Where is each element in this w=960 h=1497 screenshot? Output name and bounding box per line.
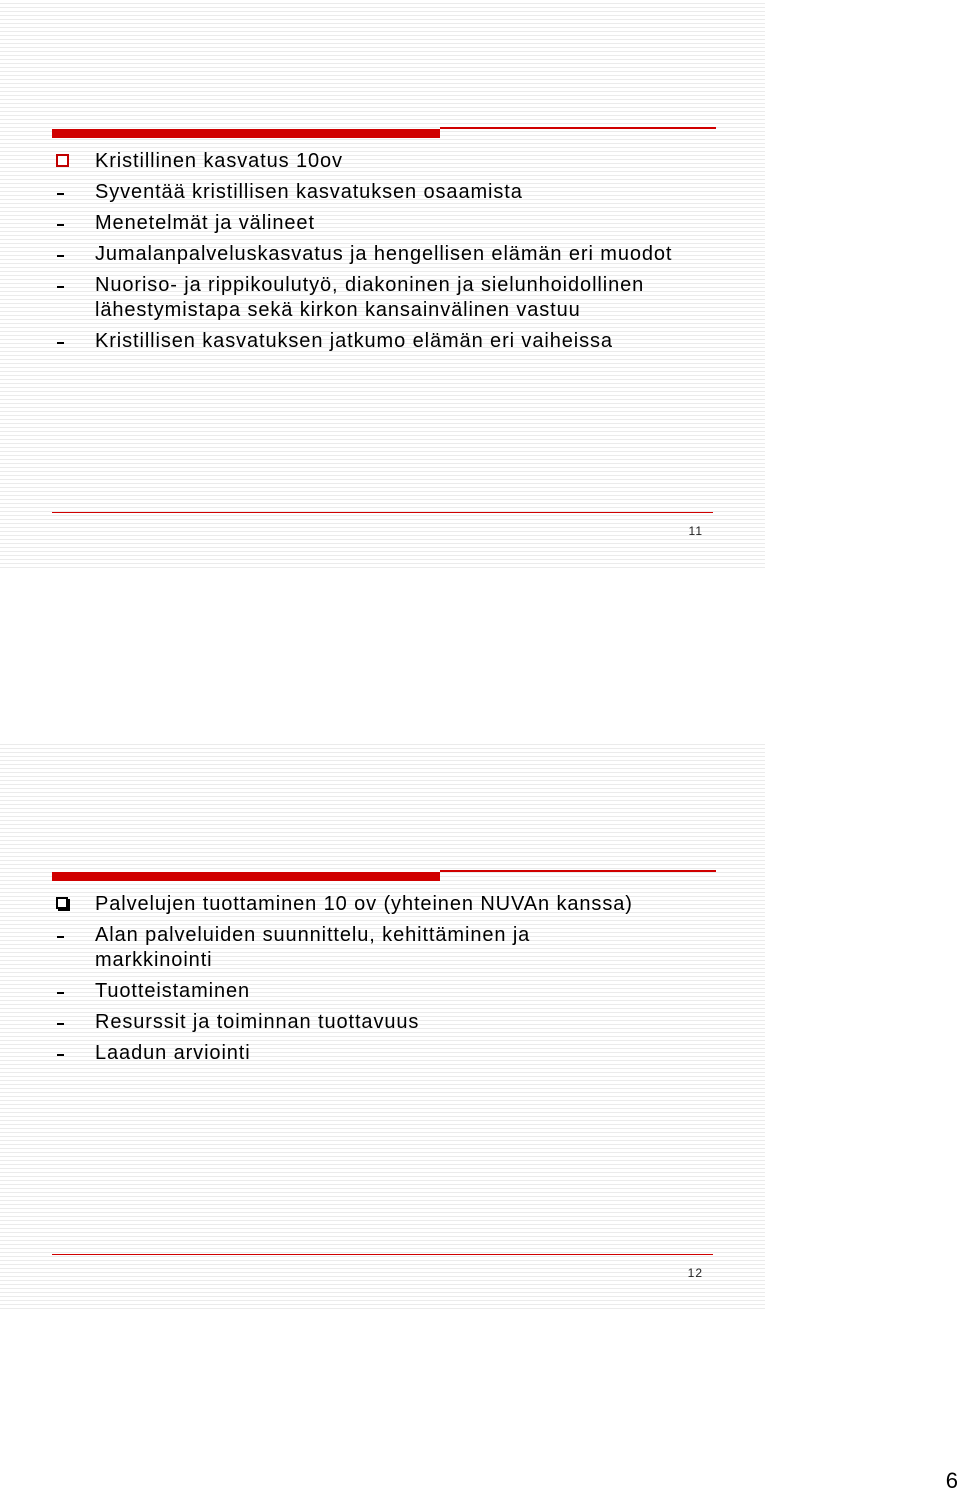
list-item bbox=[54, 149, 734, 174]
list-item bbox=[54, 273, 734, 323]
slide-footer-line bbox=[52, 512, 713, 513]
page-number: 11 bbox=[688, 524, 703, 538]
dash-icon bbox=[54, 923, 95, 948]
dash-icon bbox=[54, 1010, 95, 1035]
list-item bbox=[54, 923, 734, 973]
list-item bbox=[54, 211, 734, 236]
sheet-page-number: 6 bbox=[945, 1468, 958, 1493]
list-item-text: Resurssit ja toiminnan tuottavuus bbox=[95, 1011, 420, 1033]
slide-content bbox=[54, 892, 734, 1072]
list-item-text: Syventää kristillisen kasvatuksen osaamista bbox=[95, 181, 523, 203]
list-item bbox=[54, 242, 734, 267]
list-item bbox=[54, 892, 734, 917]
list-item-text: Menetelmät ja välineet bbox=[95, 212, 315, 234]
list-item-text: Alan palveluiden suunnittelu, kehittäminen ja markkinointi bbox=[95, 924, 531, 971]
list-item-text: Nuoriso- ja rippikoulutyö, diakoninen ja sielunhoidollinen lähestymistapa sekä kirkon kansainvälinen vastuu bbox=[95, 274, 645, 321]
checkbox-icon bbox=[54, 149, 95, 174]
dash-icon bbox=[54, 1041, 95, 1066]
dash-icon bbox=[54, 242, 95, 267]
list-item bbox=[54, 180, 734, 205]
slide-content bbox=[54, 149, 734, 360]
list-item bbox=[54, 1041, 734, 1066]
list-item bbox=[54, 1010, 734, 1035]
slide-11 bbox=[0, 0, 765, 571]
list-item-text: Kristillisen kasvatuksen jatkumo elämän eri vaiheissa bbox=[95, 330, 613, 352]
dash-icon bbox=[54, 329, 95, 354]
slide-footer-line bbox=[52, 1254, 713, 1255]
dash-icon bbox=[54, 273, 95, 298]
list-item-text: Tuotteistaminen bbox=[95, 980, 251, 1002]
slide-header-bar bbox=[52, 872, 440, 881]
list-item bbox=[54, 979, 734, 1004]
slide-12 bbox=[0, 741, 765, 1309]
list-item-text: Kristillinen kasvatus 10ov bbox=[95, 150, 343, 172]
slide-header-bar bbox=[52, 129, 440, 138]
dash-icon bbox=[54, 979, 95, 1004]
slide-header-line bbox=[440, 870, 716, 872]
checkbox-shadow-icon bbox=[54, 892, 95, 917]
dash-icon bbox=[54, 211, 95, 236]
slide-header-line bbox=[440, 127, 716, 129]
dash-icon bbox=[54, 180, 95, 205]
list-item bbox=[54, 329, 734, 354]
list-item-text: Jumalanpalveluskasvatus ja hengellisen elämän eri muodot bbox=[95, 243, 673, 265]
list-item-text: Palvelujen tuottaminen 10 ov (yhteinen NUVAn kanssa) bbox=[95, 893, 633, 915]
page-number: 12 bbox=[687, 1266, 703, 1280]
list-item-text: Laadun arviointi bbox=[95, 1042, 251, 1064]
